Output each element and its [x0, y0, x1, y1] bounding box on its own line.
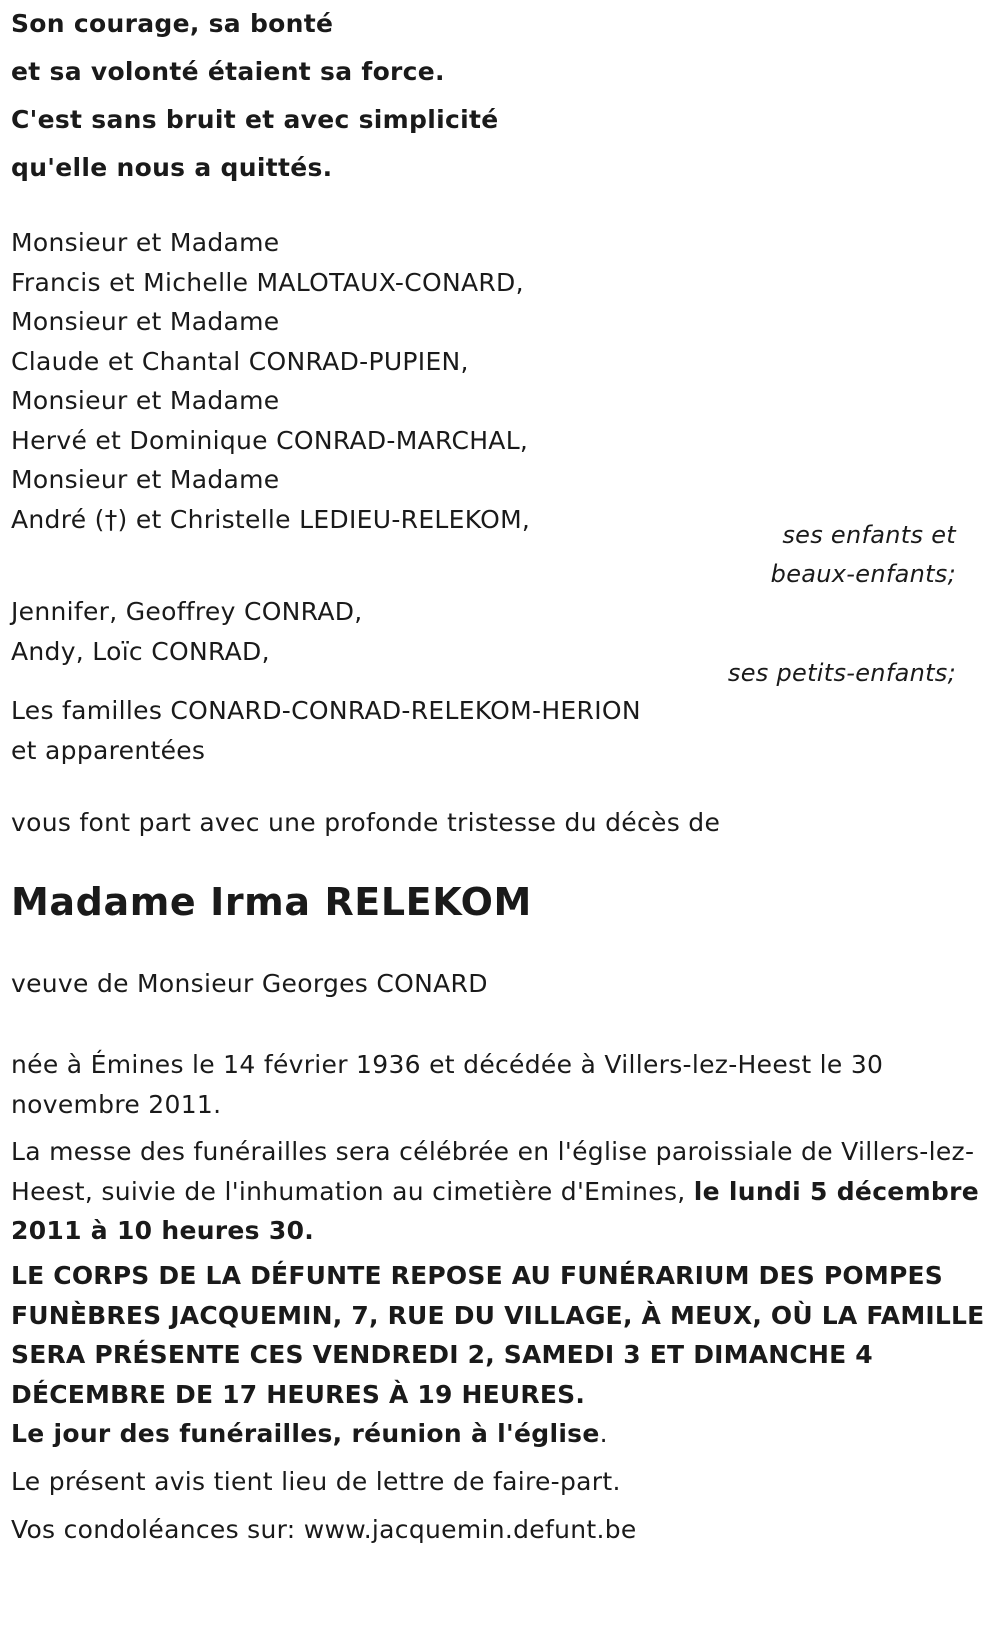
widow-of: veuve de Monsieur Georges CONARD [11, 969, 488, 998]
repose-details: LE CORPS DE LA DÉFUNTE REPOSE AU FUNÉRARIUM DES POMPES FUNÈBRES JACQUEMIN, 7, RUE DU VILLAGE, À MEUX, OÙ LA FAMILLE SERA PRÉSENTE CES VENDREDI 2, SAMEDI 3 ET DIMANCHE 4 DÉCEMBRE DE 17 HEURES À 19 HEURES. [11, 1261, 985, 1409]
grandchildren-line: Jennifer, Geoffrey CONRAD, [11, 597, 363, 626]
role-line: beaux-enfants; [770, 560, 956, 588]
funeral-details [11, 1132, 986, 1251]
announcement: vous font part avec une profonde tristesse du décès de [11, 808, 721, 837]
children-line: Francis et Michelle MALOTAUX-CONARD, [11, 267, 524, 297]
role-line: ses enfants et [782, 521, 956, 549]
grandchildren-role: ses petits-enfants; [727, 659, 956, 687]
children-line: Monsieur et Madame [11, 228, 280, 257]
motto-line: qu'elle nous a quittés. [11, 153, 333, 182]
children-line: Monsieur et Madame [11, 386, 280, 415]
motto [11, 0, 498, 192]
meeting-bold: Le jour des funérailles, réunion à l'église [11, 1419, 600, 1448]
motto-line: C'est sans bruit et avec simplicité [11, 105, 499, 134]
families-line: et apparentées [11, 735, 206, 765]
children-role [771, 516, 956, 594]
grandchildren-list [11, 592, 363, 671]
children-line: Monsieur et Madame [11, 307, 280, 336]
children-line: Claude et Chantal CONRAD-PUPIEN, [11, 346, 469, 376]
motto-line: Son courage, sa bonté [11, 9, 334, 38]
funeral-date: le lundi 5 décembre 2011 à 10 heures 30. [11, 1176, 979, 1245]
children-line: André (†) et Christelle LEDIEU-RELEKOM, [11, 504, 531, 534]
families-list [11, 691, 641, 770]
children-line: Hervé et Dominique CONRAD-MARCHAL, [11, 425, 529, 455]
meeting-info [11, 1419, 608, 1448]
motto-line: et sa volonté étaient sa force. [11, 57, 445, 86]
notice: Le présent avis tient lieu de lettre de faire-part. [11, 1467, 621, 1496]
meeting-end: . [599, 1419, 608, 1448]
deceased-name: Madame Irma RELEKOM [11, 880, 532, 924]
children-line: Monsieur et Madame [11, 465, 280, 494]
condolences-link[interactable]: Vos condoléances sur: www.jacquemin.defunt.be [11, 1515, 637, 1544]
funeral-text: La messe des funérailles sera célébrée en l'église paroissiale de Villers-lez-Heest, suivie de l'inhumation au cimetière d'Emines, [11, 1137, 975, 1206]
birth-death: née à Émines le 14 février 1936 et décédée à Villers-lez-Heest le 30 novembre 2011. [11, 1050, 884, 1119]
grandchildren-line: Andy, Loïc CONRAD, [11, 636, 270, 666]
families-line: Les familles CONARD-CONRAD-RELEKOM-HERION [11, 696, 641, 725]
children-list [11, 223, 530, 539]
